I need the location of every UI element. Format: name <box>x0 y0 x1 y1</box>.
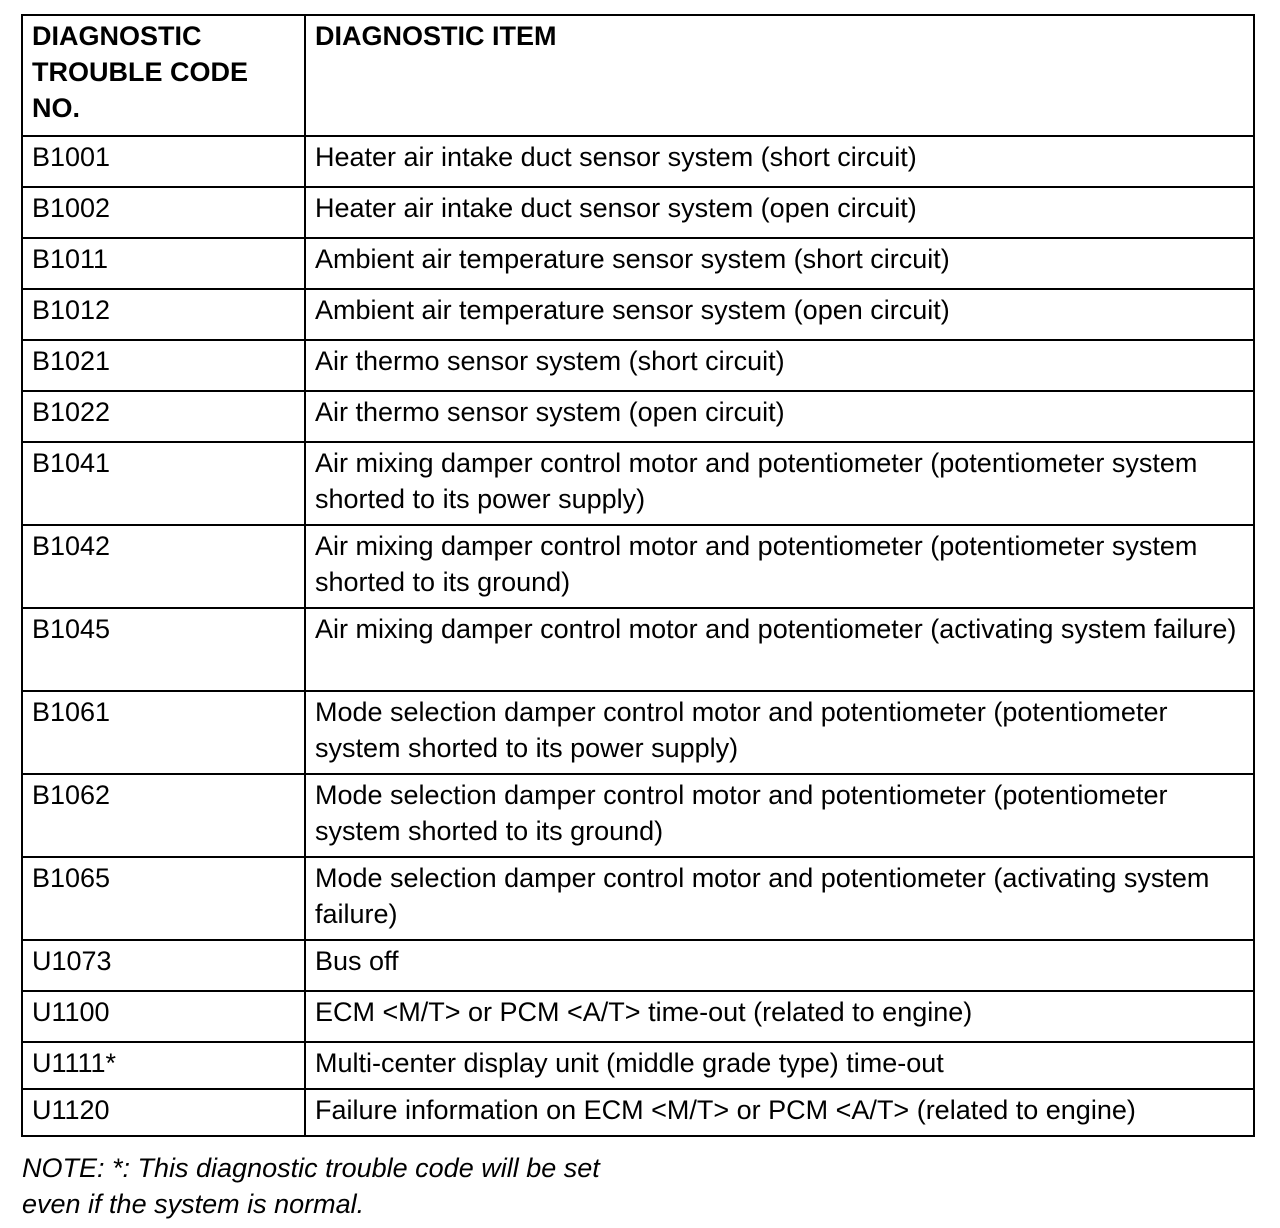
row-code: B1001 <box>22 136 305 187</box>
row-code: U1100 <box>22 991 305 1042</box>
row-code: B1045 <box>22 608 305 691</box>
row-code: U1120 <box>22 1089 305 1136</box>
table-row <box>22 1089 1254 1136</box>
table-row <box>22 289 1254 340</box>
row-code: B1061 <box>22 691 305 774</box>
table-row <box>22 691 1254 774</box>
dtc-table <box>21 14 1255 1137</box>
row-code: B1011 <box>22 238 305 289</box>
table-row <box>22 525 1254 608</box>
row-code: U1111* <box>22 1042 305 1089</box>
header-code: DIAGNOSTIC TROUBLE CODE NO. <box>22 15 305 136</box>
table-row <box>22 136 1254 187</box>
header-row <box>22 15 1254 136</box>
row-item: Heater air intake duct sensor system (short circuit) <box>305 136 1254 187</box>
row-item: Mode selection damper control motor and potentiometer (potentiometer system shorted to its power supply) <box>305 691 1254 774</box>
row-item: Air mixing damper control motor and potentiometer (activating system failure) <box>305 608 1254 691</box>
row-item: Ambient air temperature sensor system (open circuit) <box>305 289 1254 340</box>
header-item: DIAGNOSTIC ITEM <box>305 15 1254 136</box>
table-row <box>22 774 1254 857</box>
row-item: Heater air intake duct sensor system (open circuit) <box>305 187 1254 238</box>
row-item: Failure information on ECM <M/T> or PCM <A/T> (related to engine) <box>305 1089 1254 1136</box>
table-row <box>22 1042 1254 1089</box>
table-row <box>22 857 1254 940</box>
table-row <box>22 442 1254 525</box>
row-code: B1002 <box>22 187 305 238</box>
table-body <box>22 136 1254 1136</box>
row-item: Mode selection damper control motor and potentiometer (activating system failure) <box>305 857 1254 940</box>
table-row <box>22 608 1254 691</box>
table-row <box>22 340 1254 391</box>
table-header <box>22 15 1254 136</box>
row-code: B1041 <box>22 442 305 525</box>
row-item: ECM <M/T> or PCM <A/T> time-out (related to engine) <box>305 991 1254 1042</box>
footnote-line-2: even if the system is normal. <box>22 1189 365 1219</box>
row-code: B1022 <box>22 391 305 442</box>
row-item: Air mixing damper control motor and potentiometer (potentiometer system shorted to its power supply) <box>305 442 1254 525</box>
row-item: Bus off <box>305 940 1254 991</box>
row-code: B1012 <box>22 289 305 340</box>
row-item: Multi-center display unit (middle grade type) time-out <box>305 1042 1254 1089</box>
table-row <box>22 187 1254 238</box>
table-row <box>22 238 1254 289</box>
row-code: B1021 <box>22 340 305 391</box>
footnote-line-1: NOTE: *: This diagnostic trouble code will be set <box>22 1153 600 1183</box>
row-item: Ambient air temperature sensor system (short circuit) <box>305 238 1254 289</box>
row-item: Air thermo sensor system (short circuit) <box>305 340 1254 391</box>
footnote <box>22 1150 722 1222</box>
row-code: B1065 <box>22 857 305 940</box>
row-code: U1073 <box>22 940 305 991</box>
row-item: Air thermo sensor system (open circuit) <box>305 391 1254 442</box>
table-row <box>22 391 1254 442</box>
row-code: B1042 <box>22 525 305 608</box>
row-item: Air mixing damper control motor and potentiometer (potentiometer system shorted to its ground) <box>305 525 1254 608</box>
row-item: Mode selection damper control motor and potentiometer (potentiometer system shorted to its ground) <box>305 774 1254 857</box>
table-row <box>22 940 1254 991</box>
row-code: B1062 <box>22 774 305 857</box>
table-row <box>22 991 1254 1042</box>
